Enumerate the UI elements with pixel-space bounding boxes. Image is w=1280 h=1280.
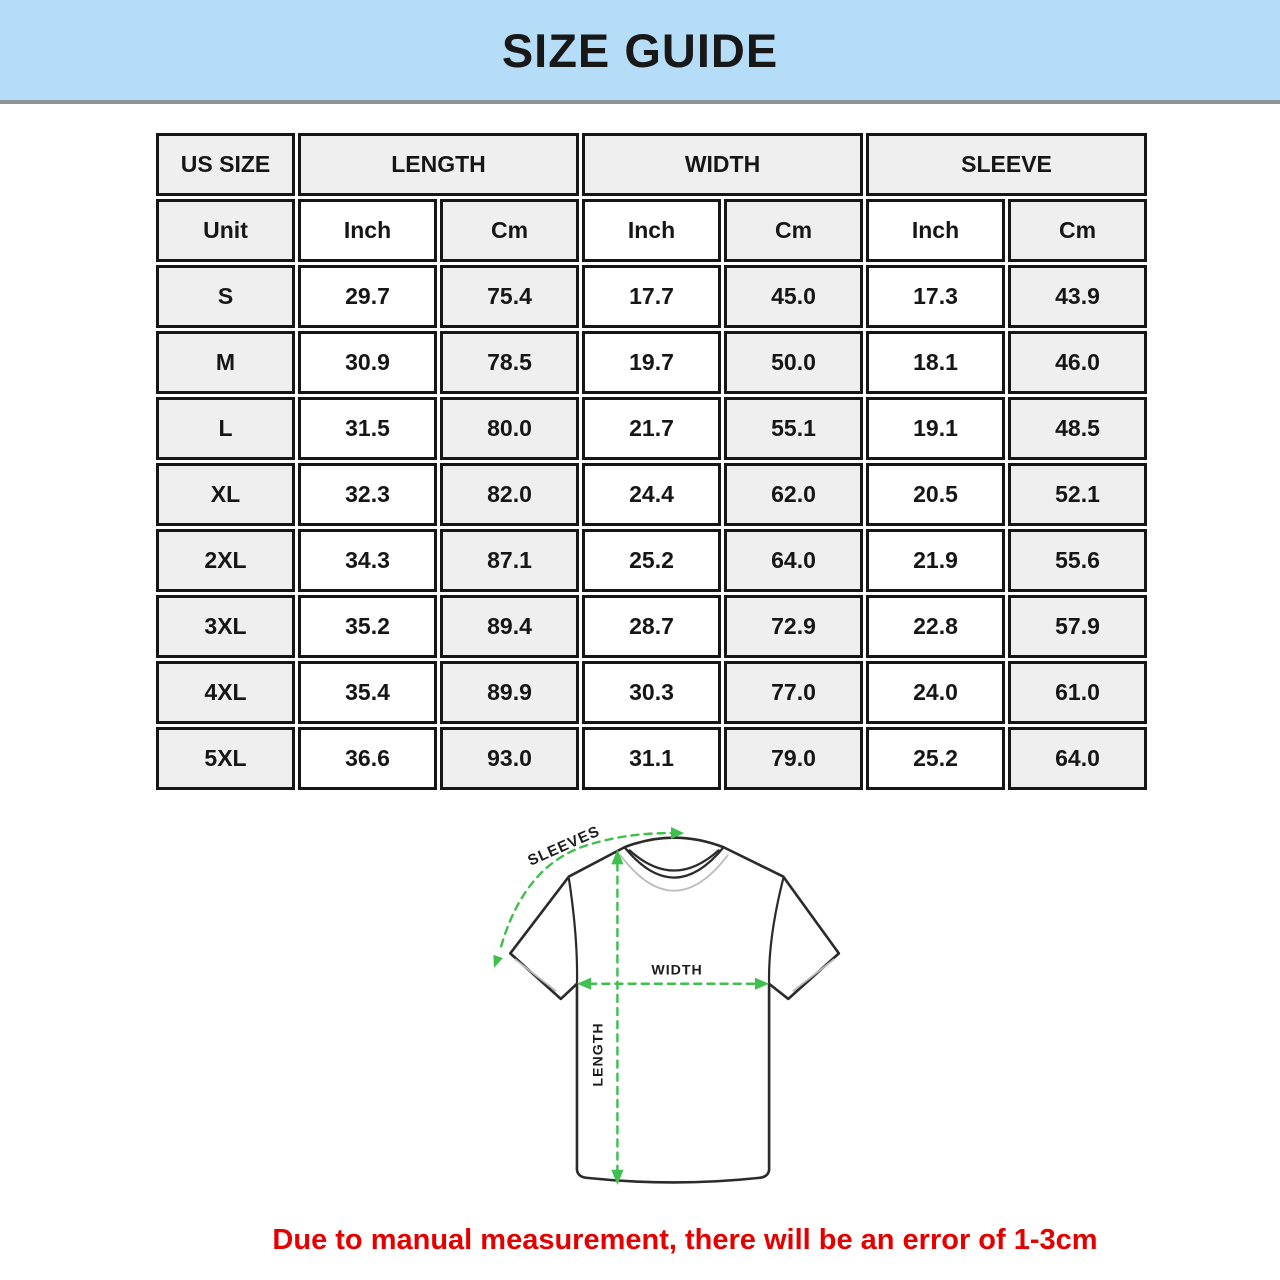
value-cell: 50.0 <box>724 331 863 394</box>
value-cell: 43.9 <box>1008 265 1147 328</box>
value-cell: 34.3 <box>298 529 437 592</box>
table-row <box>156 727 1147 790</box>
unit-cell: Cm <box>724 199 863 262</box>
value-cell: 29.7 <box>298 265 437 328</box>
column-header-us-size: US SIZE <box>156 133 295 196</box>
value-cell: 46.0 <box>1008 331 1147 394</box>
value-cell: 30.9 <box>298 331 437 394</box>
size-cell: L <box>156 397 295 460</box>
value-cell: 55.1 <box>724 397 863 460</box>
table-row <box>156 331 1147 394</box>
value-cell: 79.0 <box>724 727 863 790</box>
value-cell: 62.0 <box>724 463 863 526</box>
unit-cell: Inch <box>582 199 721 262</box>
value-cell: 78.5 <box>440 331 579 394</box>
page-title: SIZE GUIDE <box>501 23 779 77</box>
value-cell: 19.7 <box>582 331 721 394</box>
value-cell: 61.0 <box>1008 661 1147 724</box>
value-cell: 93.0 <box>440 727 579 790</box>
size-table <box>153 130 1150 793</box>
value-cell: 31.5 <box>298 397 437 460</box>
value-cell: 18.1 <box>866 331 1005 394</box>
value-cell: 21.9 <box>866 529 1005 592</box>
sleeves-arrow-left-icon <box>489 955 503 970</box>
value-cell: 32.3 <box>298 463 437 526</box>
size-cell: M <box>156 331 295 394</box>
value-cell: 45.0 <box>724 265 863 328</box>
unit-cell: Cm <box>440 199 579 262</box>
size-cell: 4XL <box>156 661 295 724</box>
column-header-length: LENGTH <box>298 133 579 196</box>
value-cell: 20.5 <box>866 463 1005 526</box>
value-cell: 75.4 <box>440 265 579 328</box>
value-cell: 28.7 <box>582 595 721 658</box>
value-cell: 17.7 <box>582 265 721 328</box>
sleeves-label: SLEEVES <box>525 822 603 870</box>
table-row <box>156 529 1147 592</box>
unit-label-cell: Unit <box>156 199 295 262</box>
value-cell: 25.2 <box>582 529 721 592</box>
column-header-sleeve: SLEEVE <box>866 133 1147 196</box>
value-cell: 52.1 <box>1008 463 1147 526</box>
table-unit-row <box>156 199 1147 262</box>
value-cell: 48.5 <box>1008 397 1147 460</box>
size-cell: 2XL <box>156 529 295 592</box>
value-cell: 89.9 <box>440 661 579 724</box>
table-row <box>156 397 1147 460</box>
tshirt-outline <box>510 838 839 1183</box>
table-row <box>156 661 1147 724</box>
value-cell: 25.2 <box>866 727 1005 790</box>
value-cell: 82.0 <box>440 463 579 526</box>
size-cell: 3XL <box>156 595 295 658</box>
value-cell: 72.9 <box>724 595 863 658</box>
table-row <box>156 595 1147 658</box>
value-cell: 36.6 <box>298 727 437 790</box>
value-cell: 31.1 <box>582 727 721 790</box>
column-header-width: WIDTH <box>582 133 863 196</box>
value-cell: 57.9 <box>1008 595 1147 658</box>
width-label: WIDTH <box>651 961 703 978</box>
value-cell: 35.4 <box>298 661 437 724</box>
value-cell: 24.0 <box>866 661 1005 724</box>
size-cell: XL <box>156 463 295 526</box>
value-cell: 35.2 <box>298 595 437 658</box>
value-cell: 77.0 <box>724 661 863 724</box>
table-row <box>156 265 1147 328</box>
table-row <box>156 463 1147 526</box>
value-cell: 30.3 <box>582 661 721 724</box>
unit-cell: Cm <box>1008 199 1147 262</box>
value-cell: 64.0 <box>724 529 863 592</box>
value-cell: 19.1 <box>866 397 1005 460</box>
size-cell: S <box>156 265 295 328</box>
value-cell: 21.7 <box>582 397 721 460</box>
value-cell: 64.0 <box>1008 727 1147 790</box>
value-cell: 89.4 <box>440 595 579 658</box>
measurement-disclaimer: Due to manual measurement, there will be an error of 1-3cm <box>272 1224 1098 1256</box>
unit-cell: Inch <box>866 199 1005 262</box>
value-cell: 17.3 <box>866 265 1005 328</box>
tshirt-measurement-diagram <box>488 818 852 1196</box>
table-header-row <box>156 133 1147 196</box>
length-label: LENGTH <box>589 1022 606 1087</box>
unit-cell: Inch <box>298 199 437 262</box>
size-guide-banner <box>0 0 1280 104</box>
value-cell: 22.8 <box>866 595 1005 658</box>
value-cell: 55.6 <box>1008 529 1147 592</box>
value-cell: 87.1 <box>440 529 579 592</box>
value-cell: 80.0 <box>440 397 579 460</box>
size-cell: 5XL <box>156 727 295 790</box>
value-cell: 24.4 <box>582 463 721 526</box>
